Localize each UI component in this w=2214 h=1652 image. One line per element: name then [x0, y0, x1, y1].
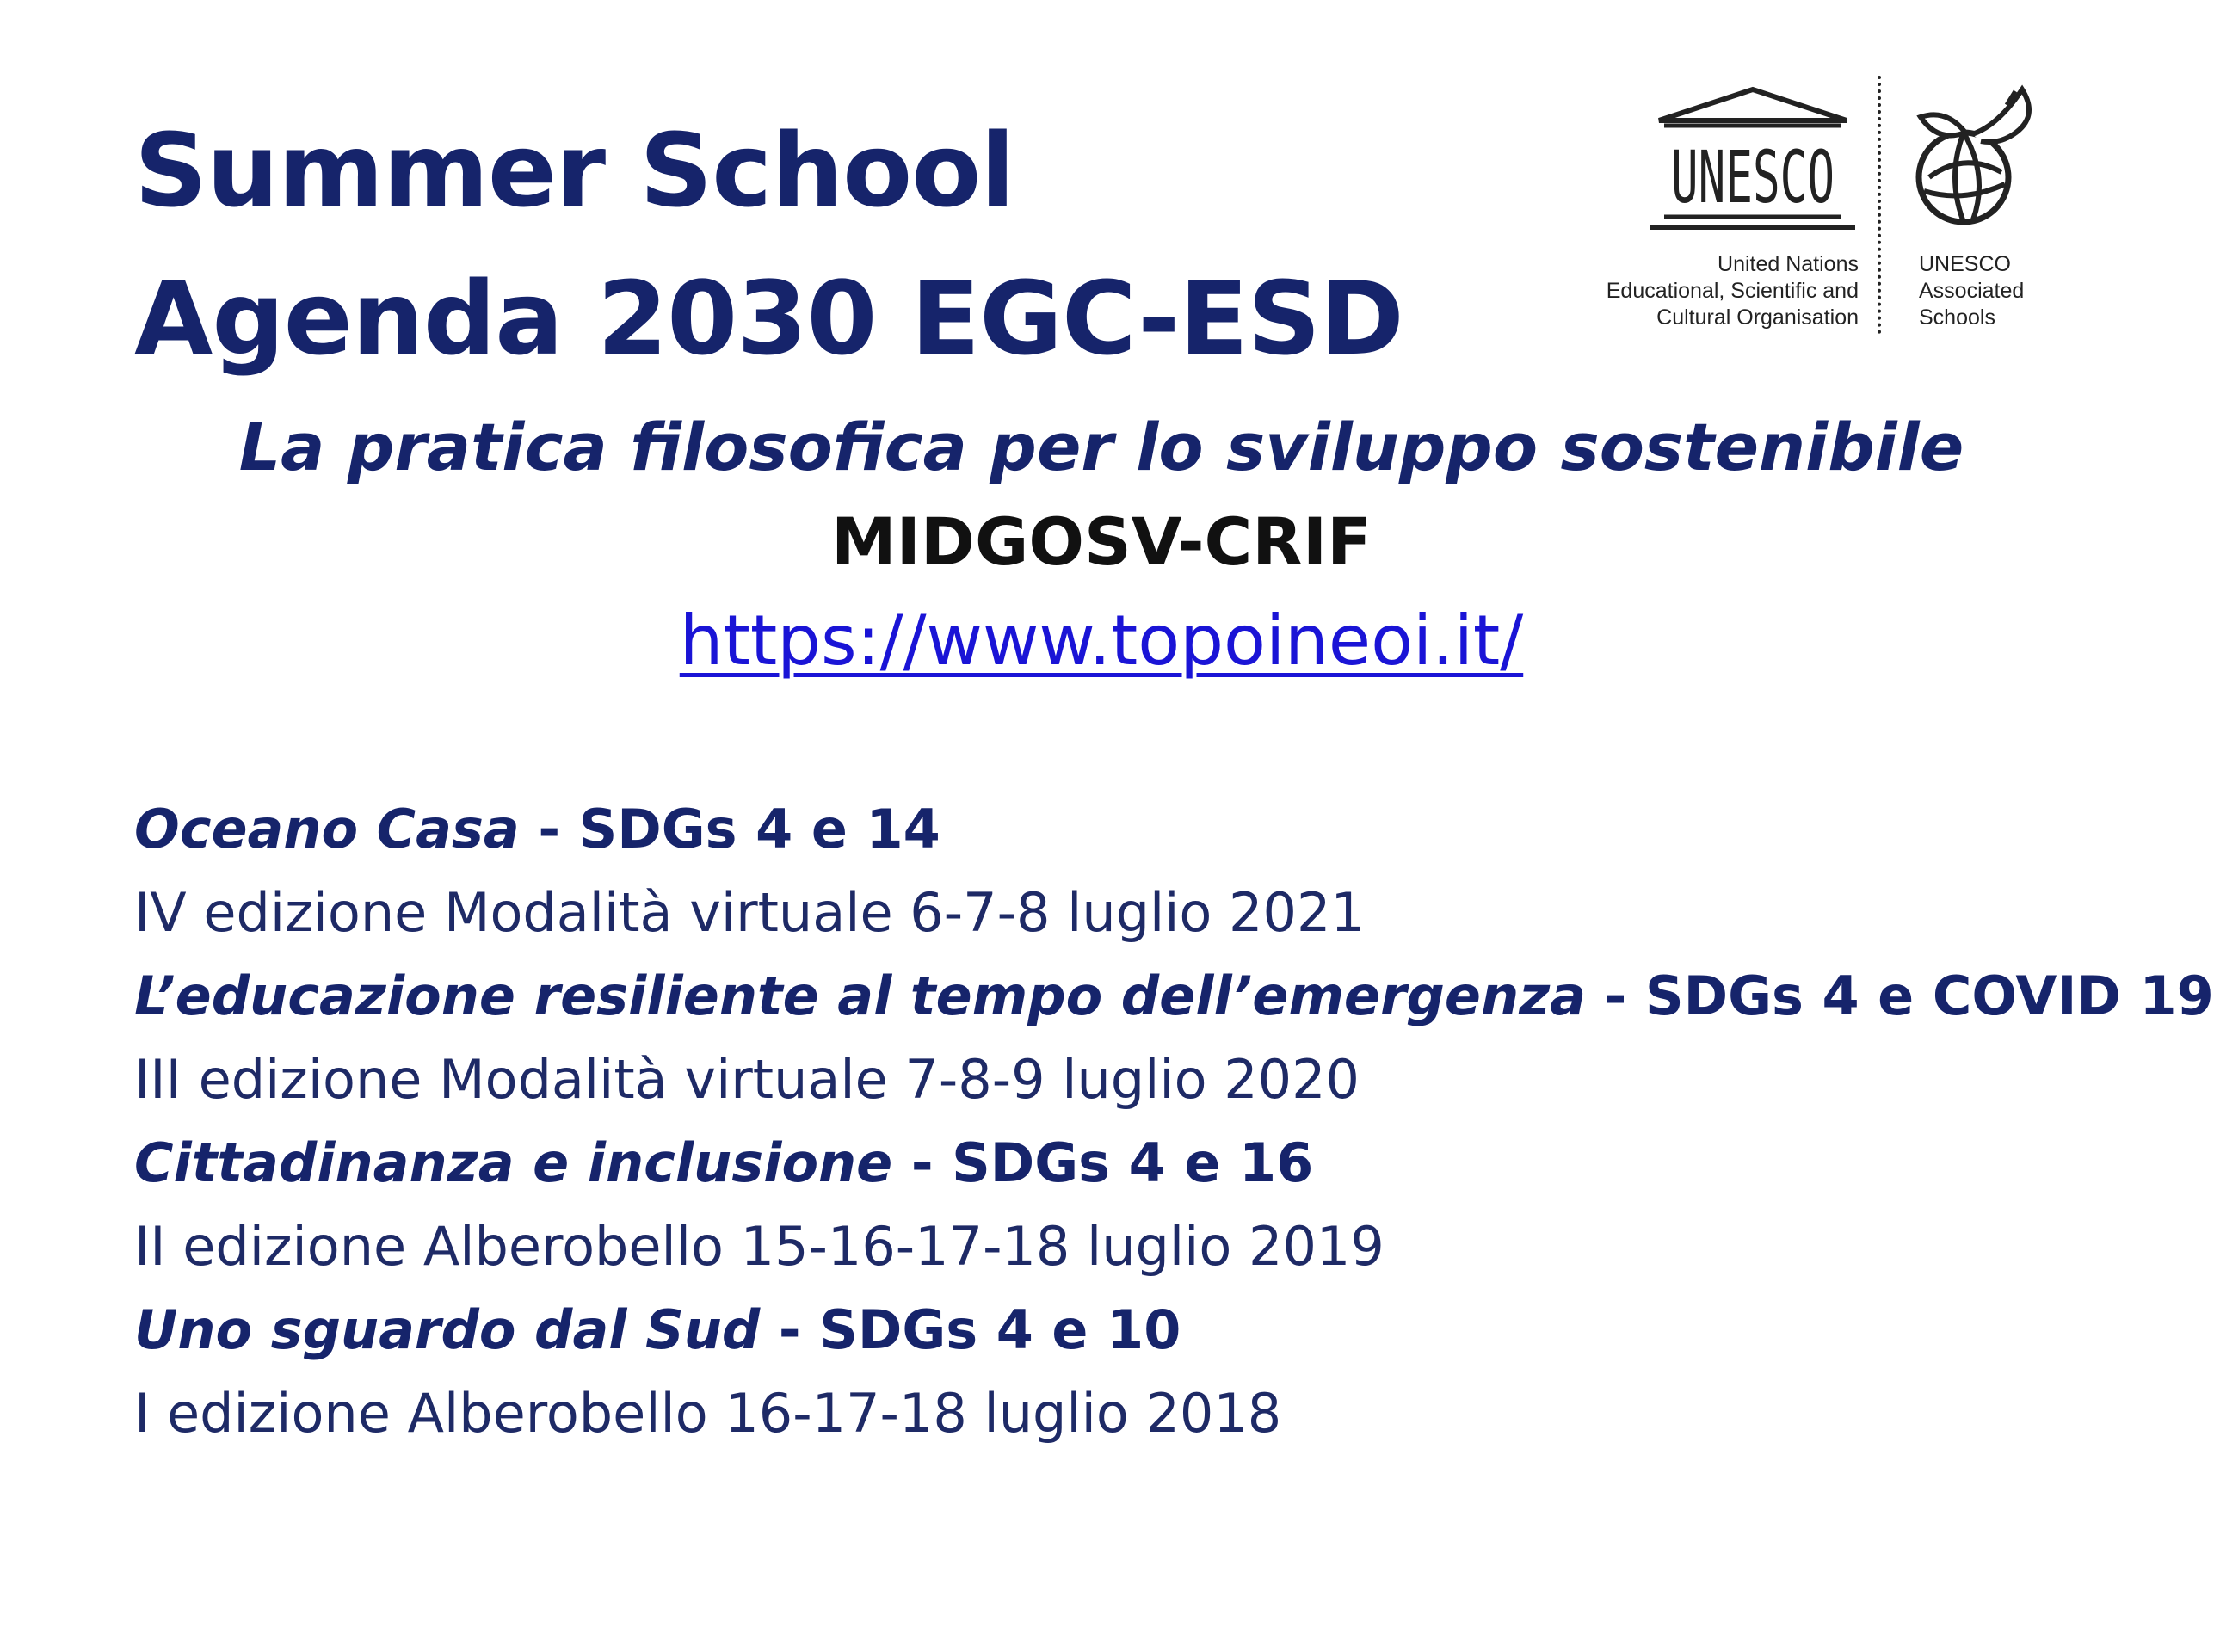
edition-sdgs: - SDGs 4 e 16 [892, 1131, 1314, 1194]
edition-heading [134, 1288, 2214, 1372]
unesco-caption [1607, 251, 1859, 331]
aso-caption-line-2: Associated [1919, 279, 2025, 303]
associated-schools-icon [1912, 83, 2041, 237]
edition-detail: II edizione Alberobello 15-16-17-18 luglio 2019 [134, 1215, 1385, 1278]
website-link[interactable]: https://www.topoineoi.it/ [679, 601, 1524, 681]
project-code: MIDGOSV-CRIF [830, 503, 1372, 580]
logo-divider [1878, 76, 1881, 334]
aso-caption-line-3: Schools [1919, 305, 1995, 330]
unesco-caption-line-1: United Nations [1718, 252, 1859, 276]
edition-theme: Uno sguardo dal Sud [134, 1298, 761, 1361]
edition-theme: Oceano Casa [134, 798, 520, 860]
edition-heading [134, 1121, 2214, 1205]
edition-theme: L’educazione resiliente al tempo dell’emergenza [134, 965, 1587, 1027]
unesco-caption-line-2: Educational, Scientific and [1606, 279, 1859, 303]
aso-caption [1919, 251, 2024, 331]
edition-theme: Cittadinanza e inclusione [134, 1131, 893, 1194]
edition-sdgs: - SDGs 4 e 14 [519, 798, 940, 860]
subtitle: La pratica filosofica per lo sviluppo sostenibile [238, 409, 1964, 485]
website-link-container [0, 594, 2203, 688]
unesco-caption-line-3: Cultural Organisation [1656, 305, 1859, 330]
unesco-temple-icon [1645, 86, 1860, 232]
title-line-2: Agenda 2030 EGC-ESD [134, 259, 1403, 378]
page-title [134, 96, 1403, 392]
logo-block [1540, 69, 2057, 344]
aso-caption-line-1: UNESCO [1919, 252, 2011, 276]
edition-sdgs: - SDGs 4 e COVID 19 [1586, 965, 2214, 1027]
editions-list [134, 787, 2214, 1455]
title-line-1: Summer School [134, 111, 1014, 230]
edition-heading [134, 787, 2214, 871]
unesco-emblem-text: UNESCO [1671, 135, 1835, 219]
edition-detail: IV edizione Modalità virtuale 6-7-8 luglio 2021 [134, 881, 1365, 944]
edition-sdgs: - SDGs 4 e 10 [760, 1298, 1181, 1361]
edition-detail: I edizione Alberobello 16-17-18 luglio 2018 [134, 1382, 1282, 1445]
edition-heading [134, 954, 2214, 1038]
edition-detail: III edizione Modalità virtuale 7-8-9 luglio 2020 [134, 1048, 1360, 1111]
